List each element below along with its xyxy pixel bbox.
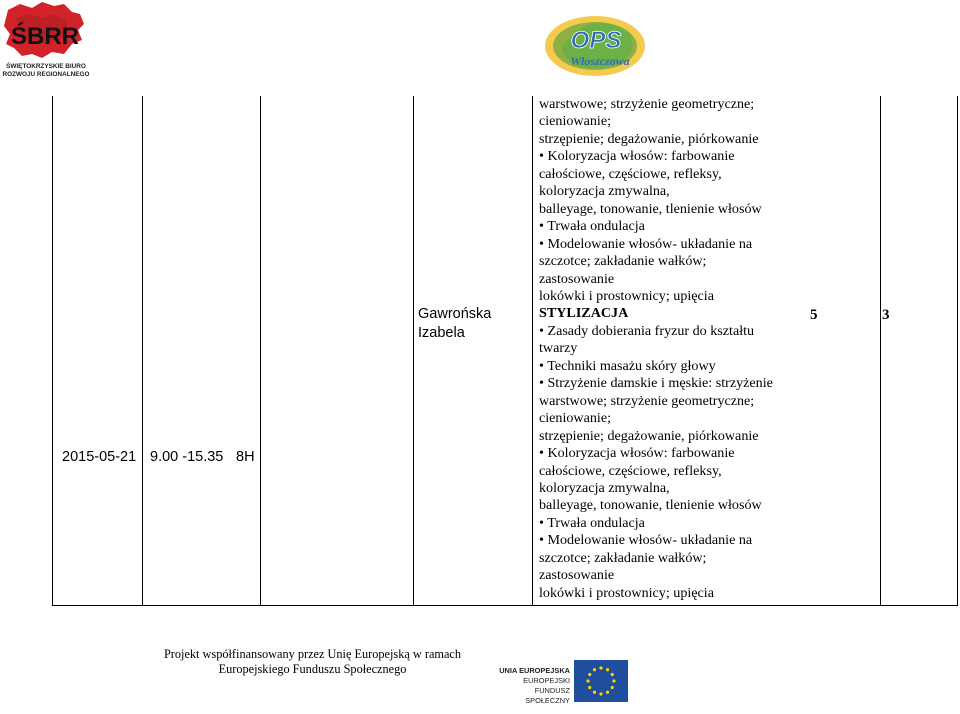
table-border-left xyxy=(52,96,53,606)
content-line: warstwowe; strzyżenie geometryczne; xyxy=(539,392,755,409)
hours-count-cell: 5 xyxy=(810,307,818,323)
content-line: szczotce; zakładanie wałków; xyxy=(539,549,707,566)
content-line: zastosowanie xyxy=(539,270,615,287)
eu-logo-line3: FUNDUSZ SPOŁECZNY xyxy=(525,686,570,705)
eu-star-icon xyxy=(612,679,615,682)
content-line: strzępienie; degażowanie, piórkowanie xyxy=(539,130,759,147)
content-line: • Modelowanie włosów- układanie na xyxy=(539,532,753,549)
eu-logo-line2: EUROPEJSKI xyxy=(523,676,570,685)
eu-logo-text xyxy=(488,666,570,706)
content-line: strzępienie; degażowanie, piórkowanie xyxy=(539,427,759,444)
eu-esf-logo xyxy=(488,660,632,704)
content-line: warstwowe; strzyżenie geometryczne; xyxy=(539,96,755,112)
content-line: • Zasady dobierania fryzur do kształtu xyxy=(539,322,755,339)
eu-star-icon xyxy=(593,691,596,694)
content-line: balleyage, tonowanie, tlenienie włosów xyxy=(539,200,762,217)
teacher-firstname: Izabela xyxy=(418,325,465,341)
content-line: koloryzacja zmywalna, xyxy=(539,479,670,496)
eu-star-icon xyxy=(606,691,609,694)
sbrr-caption xyxy=(0,63,92,79)
content-line: szczotce; zakładanie wałków; xyxy=(539,253,707,270)
content-line: cieniowanie; xyxy=(539,113,612,130)
time-cell: 9.00 -15.35 xyxy=(150,449,224,465)
content-line: • Koloryzacja włosów: farbowanie xyxy=(539,445,735,462)
table-divider xyxy=(532,96,533,606)
content-line: • Koloryzacja włosów: farbowanie xyxy=(539,148,735,165)
content-line: balleyage, tonowanie, tlenienie włosów xyxy=(539,497,762,514)
eu-star-icon xyxy=(586,679,589,682)
svg-text:Włoszczowa: Włoszczowa xyxy=(570,54,630,68)
content-line: lokówki i prostownicy; upięcia xyxy=(539,584,714,601)
eu-star-icon xyxy=(588,673,591,676)
content-line: lokówki i prostownicy; upięcia xyxy=(539,287,714,304)
eu-logo-line1: UNIA EUROPEJSKA xyxy=(499,666,570,675)
table-divider xyxy=(413,96,414,606)
hours-cell: 8H xyxy=(236,449,255,465)
footer-line2: Europejskiego Funduszu Społecznego xyxy=(218,662,407,676)
content-line: • Techniki masażu skóry głowy xyxy=(539,357,716,374)
table-border-right xyxy=(957,96,958,606)
table-divider xyxy=(880,96,881,606)
footer-cofinancing-note xyxy=(160,647,465,677)
eu-star-icon xyxy=(599,692,602,695)
program-content-cell xyxy=(539,96,819,602)
sbrr-caption-line2: ROZWOJU REGIONALNEGO xyxy=(2,71,90,78)
table-divider xyxy=(260,96,261,606)
content-section-heading: STYLIZACJA xyxy=(539,305,629,322)
content-line: • Trwała ondulacja xyxy=(539,218,645,235)
content-line: twarzy xyxy=(539,340,578,357)
table-divider xyxy=(142,96,143,606)
sbrr-caption-line1: ŚWIĘTOKRZYSKIE BIURO xyxy=(6,63,86,70)
content-line: koloryzacja zmywalna, xyxy=(539,183,670,200)
ops-logo-icon xyxy=(540,10,650,80)
date-cell: 2015-05-21 xyxy=(62,449,137,465)
svg-text:ŚBRR: ŚBRR xyxy=(10,23,80,50)
footer-line1: Projekt współfinansowany przez Unię Europejską w ramach xyxy=(163,647,462,661)
eu-star-icon xyxy=(606,668,609,671)
content-line: • Trwała ondulacja xyxy=(539,514,645,531)
content-line: całościowe, częściowe, refleksy, xyxy=(539,165,722,182)
sbrr-map-icon xyxy=(2,0,88,64)
sbrr-logo xyxy=(0,0,92,82)
ops-logo xyxy=(540,10,650,80)
participants-count-cell: 3 xyxy=(882,307,890,323)
eu-flag-icon xyxy=(574,660,628,702)
eu-star-icon xyxy=(588,686,591,689)
eu-star-icon xyxy=(611,686,614,689)
eu-star-icon xyxy=(593,668,596,671)
content-line: • Strzyżenie damskie i męskie: strzyżenie xyxy=(539,375,773,392)
eu-star-icon xyxy=(599,666,602,669)
teacher-surname: Gawrońska xyxy=(418,306,492,322)
teacher-cell xyxy=(418,305,491,343)
content-line: • Modelowanie włosów- układanie na xyxy=(539,235,753,252)
table-border-bottom xyxy=(52,605,958,606)
content-line: cieniowanie; xyxy=(539,410,612,427)
content-line: całościowe, częściowe, refleksy, xyxy=(539,462,722,479)
eu-star-icon xyxy=(611,673,614,676)
content-line: zastosowanie xyxy=(539,567,615,584)
svg-text:OPS: OPS xyxy=(570,27,622,54)
